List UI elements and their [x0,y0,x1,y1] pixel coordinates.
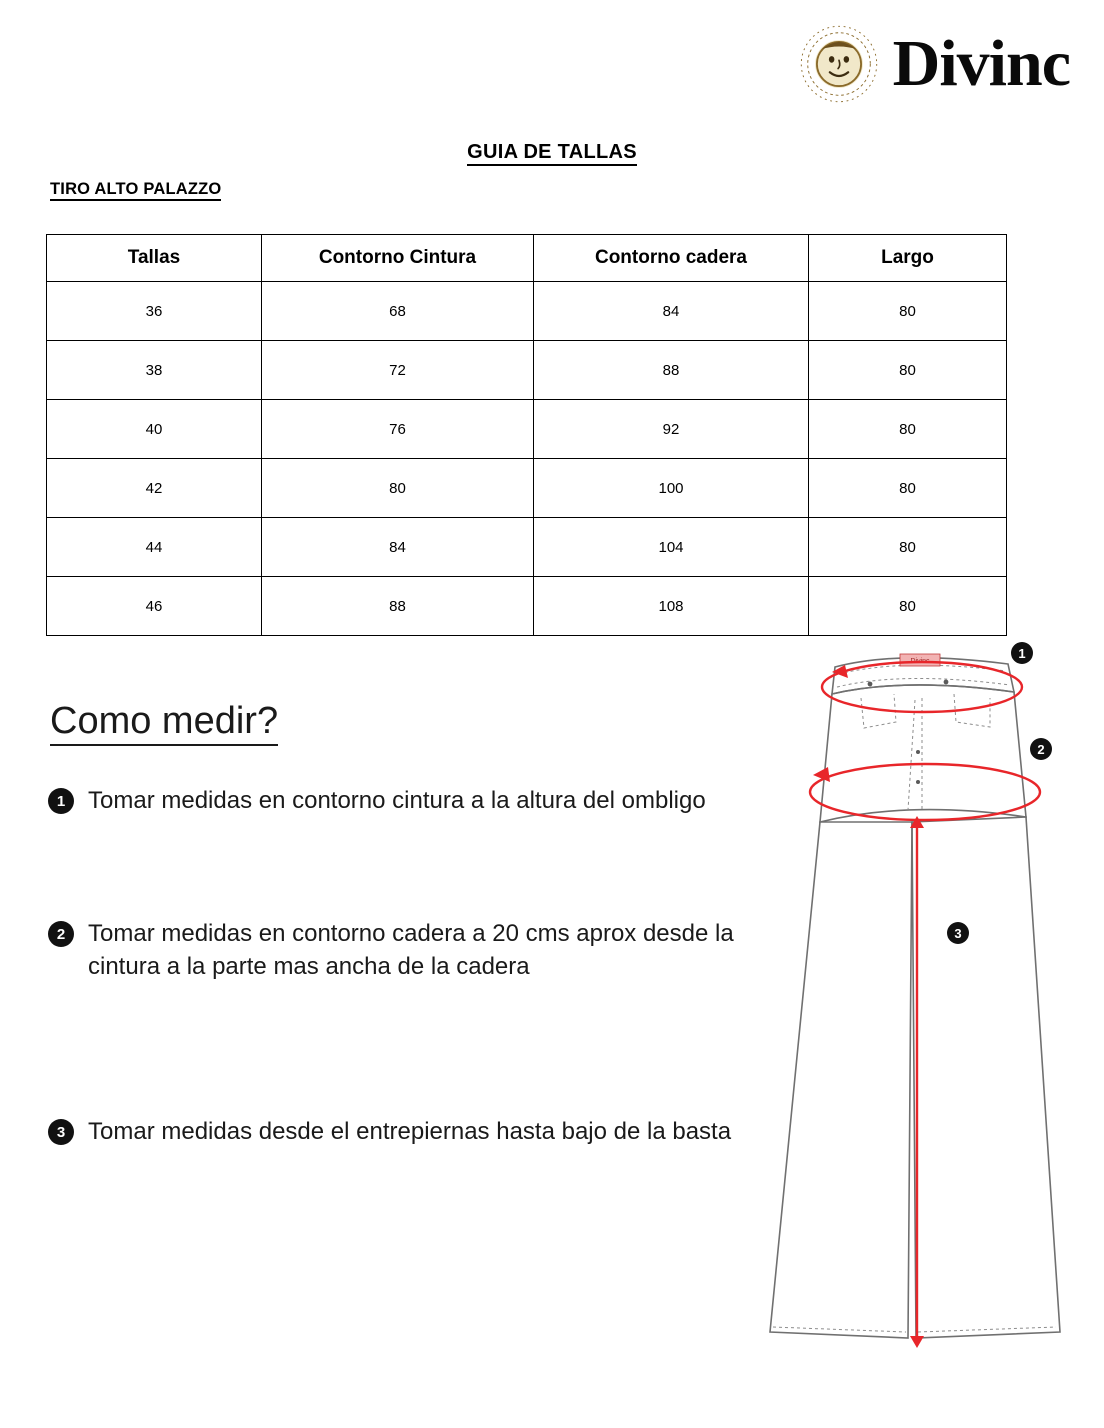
cell-cintura: 80 [262,459,534,518]
measure-step-1 [48,784,708,817]
cell-largo: 80 [809,341,1007,400]
how-to-measure-heading [50,700,278,743]
how-to-measure-heading-text: Como medir? [50,700,278,746]
measure-step-3 [48,1115,768,1148]
cell-largo: 80 [809,518,1007,577]
product-title [50,180,221,199]
step-text: Tomar medidas en contorno cintura a la altura del ombligo [88,787,706,814]
cell-cadera: 84 [534,282,809,341]
column-header-contorno-cadera: Contorno cadera [534,235,809,282]
table-header-row [47,235,1007,282]
cell-talla: 40 [47,400,262,459]
cell-cadera: 104 [534,518,809,577]
cell-talla: 46 [47,577,262,636]
cell-talla: 36 [47,282,262,341]
diagram-marker-1: 1 [1011,642,1033,664]
size-chart-table [46,234,1007,636]
cell-cintura: 68 [262,282,534,341]
table-row [47,341,1007,400]
cell-largo: 80 [809,577,1007,636]
cell-largo: 80 [809,400,1007,459]
step-text: Tomar medidas desde el entrepiernas hasta bajo de la basta [88,1118,732,1145]
table-row [47,459,1007,518]
table-row [47,577,1007,636]
column-header-tallas: Tallas [47,235,262,282]
step-number-badge: 2 [48,921,74,947]
cell-talla: 42 [47,459,262,518]
cell-cadera: 92 [534,400,809,459]
measure-step-2 [48,917,808,983]
cell-cadera: 100 [534,459,809,518]
cell-cintura: 88 [262,577,534,636]
table-row [47,400,1007,459]
step-text: Tomar medidas en contorno cadera a 20 cms aprox desde la cintura a la parte mas ancha de la cadera [88,920,734,981]
column-header-contorno-cintura: Contorno Cintura [262,235,534,282]
cell-cadera: 108 [534,577,809,636]
brand-name: Divinc [892,27,1070,100]
cell-cintura: 72 [262,341,534,400]
svg-text:Divinc: Divinc [910,658,930,665]
brand-header [793,18,1070,110]
cell-cadera: 88 [534,341,809,400]
step-number-badge: 1 [48,788,74,814]
page-title-text: GUIA DE TALLAS [467,141,637,166]
cell-largo: 80 [809,459,1007,518]
step-number-badge: 3 [48,1119,74,1145]
palazzo-pants-diagram [740,632,1080,1372]
table-row [47,282,1007,341]
table-row [47,518,1007,577]
product-title-text: TIRO ALTO PALAZZO [50,180,221,201]
diagram-marker-2: 2 [1030,738,1052,760]
cell-cintura: 84 [262,518,534,577]
column-header-largo: Largo [809,235,1007,282]
cell-cintura: 76 [262,400,534,459]
page-title [0,141,1104,164]
cell-largo: 80 [809,282,1007,341]
diagram-marker-3: 3 [947,922,969,944]
sun-face-emblem-icon [793,18,885,110]
cell-talla: 38 [47,341,262,400]
cell-talla: 44 [47,518,262,577]
